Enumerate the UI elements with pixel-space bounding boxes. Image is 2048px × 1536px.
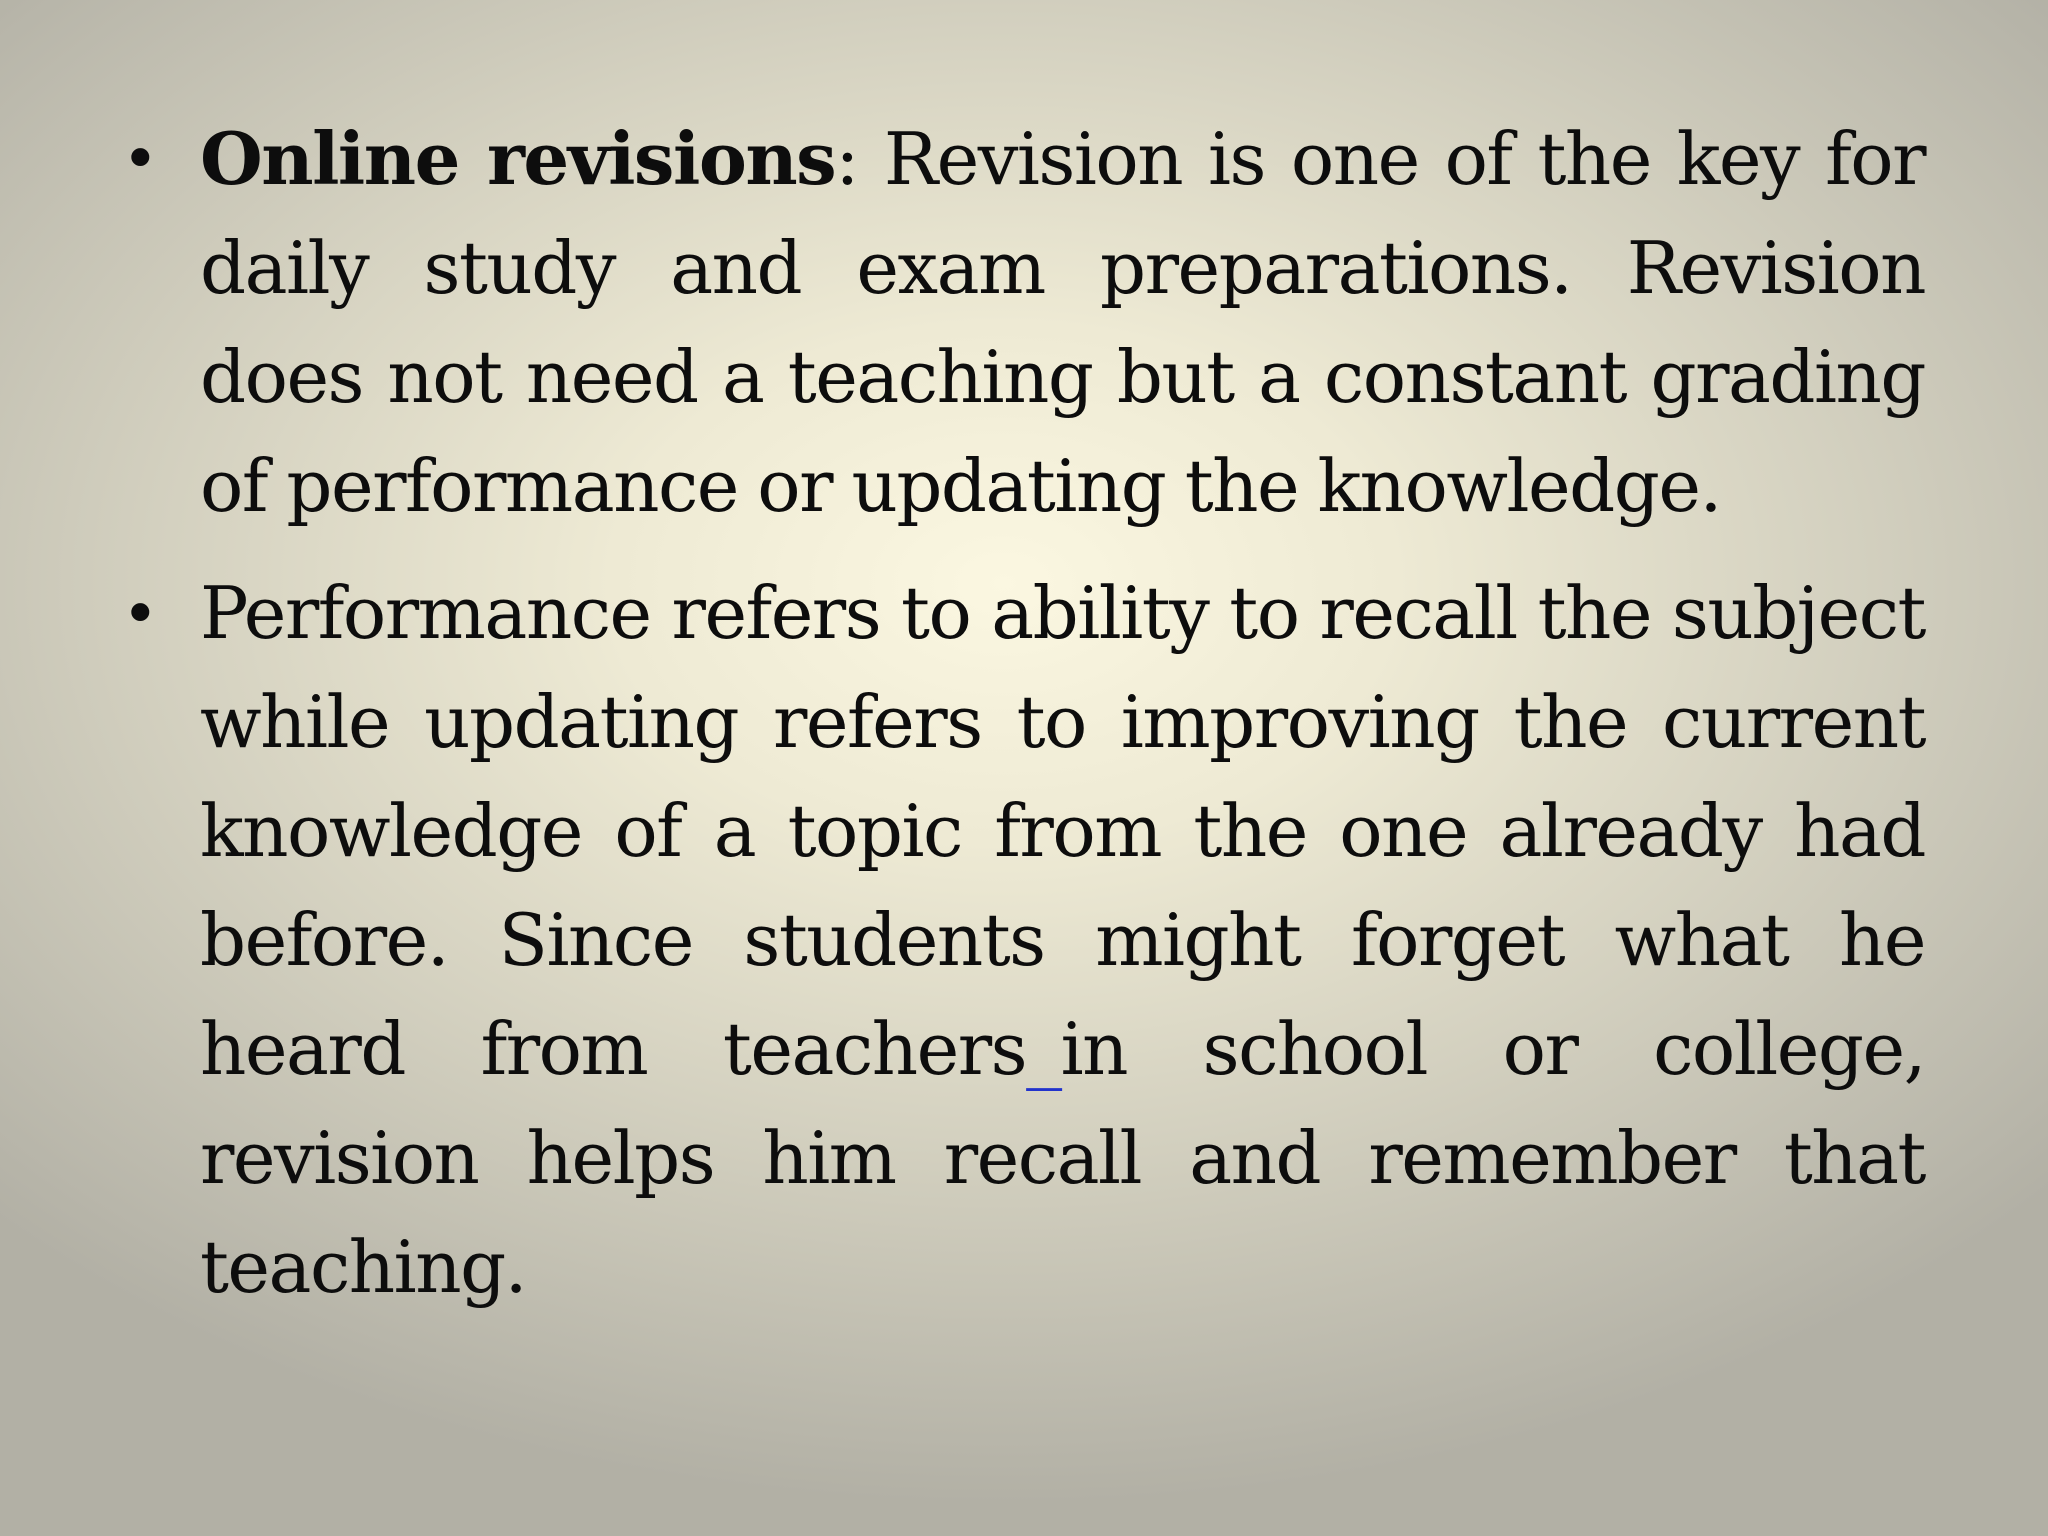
bullet-heading: Online revisions <box>200 116 836 201</box>
hyperlink-fragment[interactable]: _ <box>1026 1007 1061 1091</box>
bullet-item-performance <box>122 559 1925 1322</box>
bullet-body: : Revision is one of the key for daily study and exam preparations. Revision does not need a teaching but a constant grading of performance or updating the knowledge. <box>200 117 1926 528</box>
bullet-list <box>122 104 1926 1340</box>
bullet-text <box>200 104 1925 541</box>
bullet-item-online-revisions <box>122 104 1926 541</box>
bullet-text <box>200 559 1925 1322</box>
bullet-marker: • <box>122 122 159 195</box>
bullet-body-end: in school or college, revision helps him recall and remember that teaching. <box>200 1007 1925 1309</box>
bullet-marker: • <box>122 577 159 650</box>
bullet-body-start: Performance refers to ability to recall the subject while updating refers to improving the current knowledge of a topic from the one already had before. Since students might forget what he heard from teachers <box>200 571 1925 1091</box>
